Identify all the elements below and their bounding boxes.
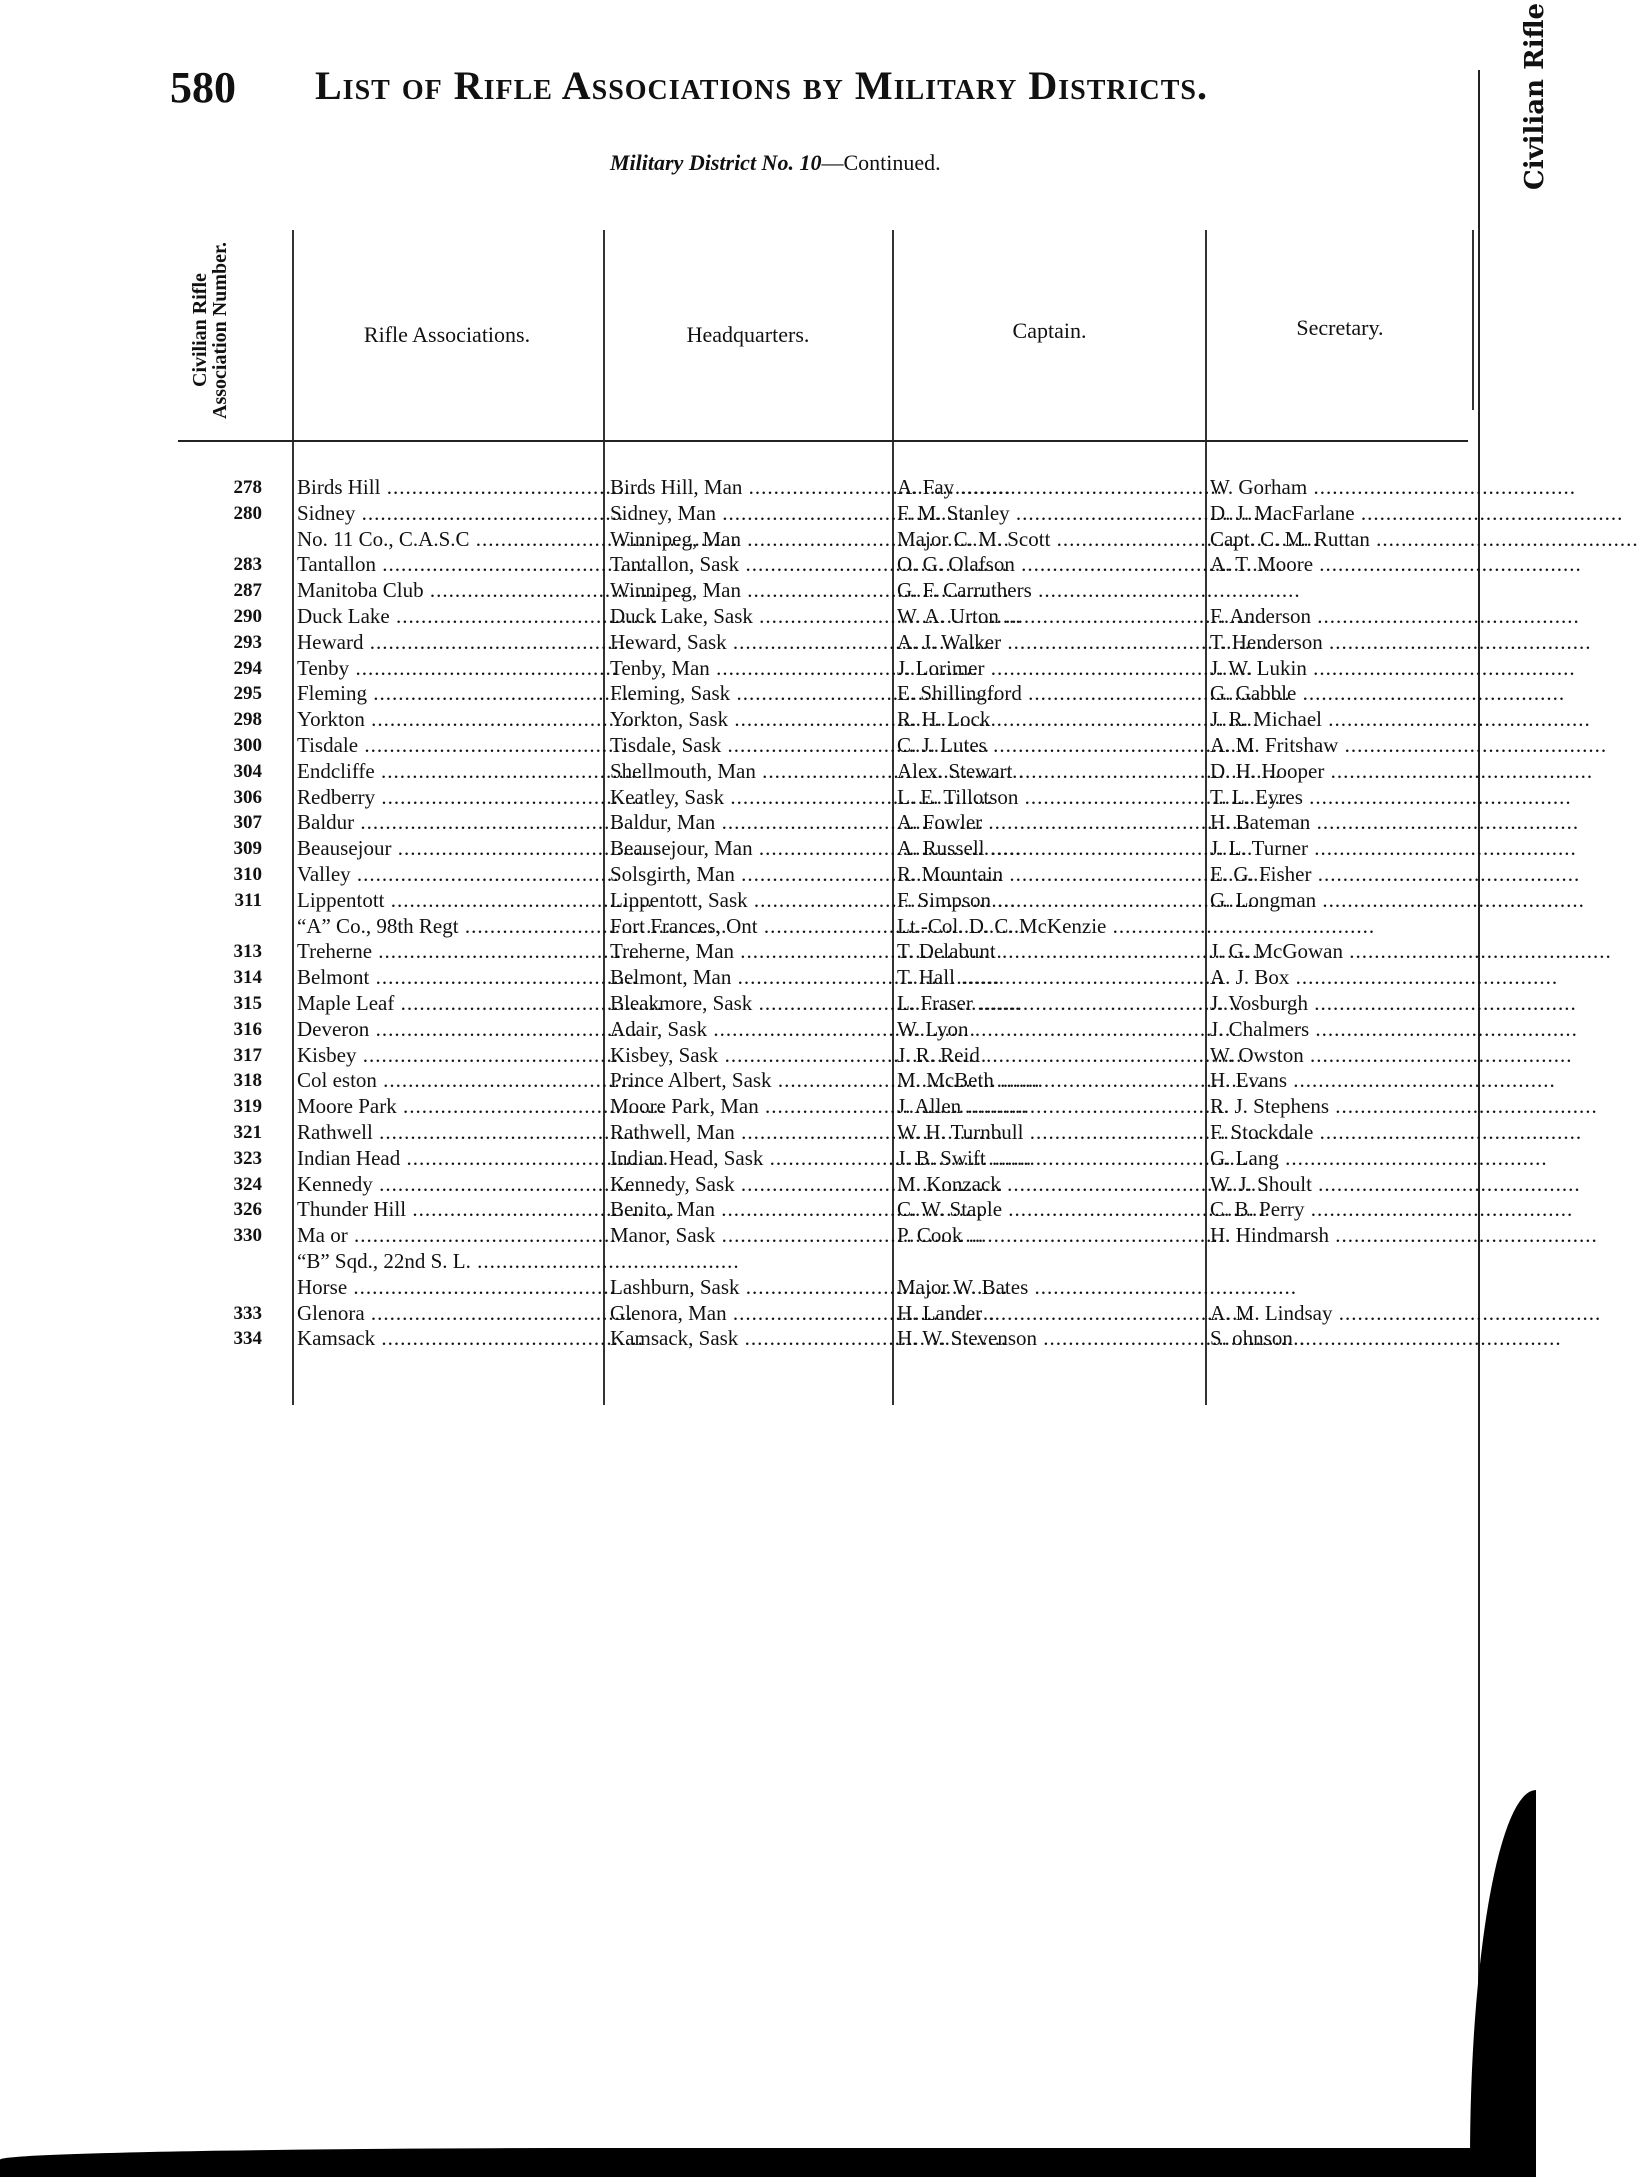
row-headquarters: Manor, Sask ..... xyxy=(610,1223,885,1248)
row-captain: T. Hall ..... xyxy=(897,965,1197,990)
table-row xyxy=(0,604,1536,629)
table-row xyxy=(0,1043,1536,1068)
row-captain: A. Russell ..... xyxy=(897,836,1197,861)
row-headquarters: Moore Park, Man ..... xyxy=(610,1094,885,1119)
row-association: Col eston ..... xyxy=(297,1068,597,1093)
row-number: 298 xyxy=(233,709,262,731)
row-number: 306 xyxy=(233,786,262,808)
row-association: Baldur ..... xyxy=(297,810,597,835)
row-number: 278 xyxy=(233,477,262,498)
row-headquarters: Kennedy, Sask ..... xyxy=(610,1172,885,1197)
row-secretary: E. G. Fisher ..... xyxy=(1210,862,1470,887)
row-association: Valley ..... xyxy=(297,862,597,887)
row-secretary: A. M. Lindsay ..... xyxy=(1210,1301,1470,1326)
table-row xyxy=(0,1249,1536,1274)
page-number: 580 xyxy=(170,63,236,112)
row-number: 324 xyxy=(233,1173,262,1195)
row-number: 318 xyxy=(233,1070,262,1092)
table-row xyxy=(0,1094,1536,1119)
row-secretary: J. Vosburgh ..... xyxy=(1210,991,1470,1016)
row-captain: Lt.-Col. D. C. McKenzie ..... xyxy=(897,914,1197,939)
row-number: 330 xyxy=(233,1225,262,1247)
row-headquarters: Prince Albert, Sask ..... xyxy=(610,1068,885,1093)
row-headquarters: Tisdale, Sask ..... xyxy=(610,733,885,758)
table-row xyxy=(0,785,1536,810)
row-association: Endcliffe ..... xyxy=(297,759,597,784)
row-captain: E. Shillingford ..... xyxy=(897,681,1197,706)
row-headquarters: Bleakmore, Sask ..... xyxy=(610,991,885,1016)
row-captain: Alex. Stewart ..... xyxy=(897,759,1197,784)
row-number: 294 xyxy=(233,657,262,679)
row-captain: Major W. Bates ..... xyxy=(897,1275,1197,1300)
row-captain: A. Fowler ..... xyxy=(897,810,1197,835)
row-captain: J. B. Swift ..... xyxy=(897,1146,1197,1171)
row-number: 293 xyxy=(233,631,262,653)
row-headquarters: Birds Hill, Man ..... xyxy=(610,475,885,500)
row-association: Duck Lake ..... xyxy=(297,604,597,629)
header-headquarters: Headquarters. xyxy=(686,322,810,347)
row-headquarters: Benito, Man ..... xyxy=(610,1197,885,1222)
row-secretary: D. J. MacFarlane ..... xyxy=(1210,501,1470,526)
table-row xyxy=(0,1172,1536,1197)
row-secretary: J. L. Turner ..... xyxy=(1210,836,1470,861)
row-number: 283 xyxy=(233,554,262,576)
header-captain: Captain. xyxy=(1012,318,1087,343)
row-number: 319 xyxy=(233,1096,262,1118)
table-row xyxy=(0,836,1536,861)
row-secretary: G. Longman ..... xyxy=(1210,888,1470,913)
row-association: Horse ..... xyxy=(297,1275,597,1300)
row-secretary: G. Lang ..... xyxy=(1210,1146,1470,1171)
row-secretary: T. Henderson ..... xyxy=(1210,630,1470,655)
row-secretary: H. Evans ..... xyxy=(1210,1068,1470,1093)
row-number: 317 xyxy=(233,1044,262,1066)
row-number: 315 xyxy=(233,993,262,1014)
table-row xyxy=(0,707,1536,732)
row-secretary: R. J. Stephens ..... xyxy=(1210,1094,1470,1119)
row-secretary: G. Gabble ..... xyxy=(1210,681,1470,706)
row-captain: F. M. Stanley ..... xyxy=(897,501,1197,526)
row-number: 334 xyxy=(233,1328,262,1350)
row-captain: F. Simpson ..... xyxy=(897,888,1197,913)
row-secretary: A. M. Fritshaw ..... xyxy=(1210,733,1470,758)
row-captain: A. Fay ..... xyxy=(897,475,1197,500)
row-captain: G. F. Carruthers ..... xyxy=(897,578,1197,603)
table-row xyxy=(0,965,1536,990)
table-row xyxy=(0,681,1536,706)
row-headquarters: Treherne, Man ..... xyxy=(610,939,885,964)
row-secretary: H. Bateman ..... xyxy=(1210,810,1470,835)
row-association: Beausejour ..... xyxy=(297,836,597,861)
row-captain: J. Lorimer ..... xyxy=(897,656,1197,681)
cut-off-margin-text: Civilian Rifle xyxy=(1520,2,1550,190)
row-number: 307 xyxy=(233,812,262,834)
row-association: Deveron ..... xyxy=(297,1017,597,1042)
row-captain: A. J. Walker ..... xyxy=(897,630,1197,655)
row-number: 280 xyxy=(233,502,262,524)
row-captain: L. E. Tillotson ..... xyxy=(897,785,1197,810)
table-row xyxy=(0,1301,1536,1326)
row-association: Tenby ..... xyxy=(297,656,597,681)
row-number: 309 xyxy=(233,838,262,860)
table-row xyxy=(0,630,1536,655)
row-captain: C. J. Lutes ..... xyxy=(897,733,1197,758)
row-number: 310 xyxy=(233,864,262,885)
row-secretary: T. L. Eyres ..... xyxy=(1210,785,1470,810)
row-secretary: S. ohnson ..... xyxy=(1210,1326,1470,1351)
row-headquarters: Yorkton, Sask ..... xyxy=(610,707,885,732)
header-rule xyxy=(178,440,1468,442)
row-secretary: W. J. Shoult ..... xyxy=(1210,1172,1470,1197)
row-headquarters: Beausejour, Man ..... xyxy=(610,836,885,861)
table-row xyxy=(0,578,1536,603)
row-captain: M. McBeth ..... xyxy=(897,1068,1197,1093)
row-headquarters: Tenby, Man ..... xyxy=(610,656,885,681)
table-row xyxy=(0,656,1536,681)
row-association: Kamsack ..... xyxy=(297,1326,597,1351)
table-row xyxy=(0,1146,1536,1171)
row-captain: R. Mountain ..... xyxy=(897,862,1197,887)
row-secretary: F. Anderson ..... xyxy=(1210,604,1470,629)
table-row xyxy=(0,1197,1536,1222)
table-row xyxy=(0,527,1536,552)
row-secretary: W. Owston ..... xyxy=(1210,1043,1470,1068)
table-row xyxy=(0,475,1536,500)
row-association: Kisbey ..... xyxy=(297,1043,597,1068)
table-row xyxy=(0,1120,1536,1145)
row-headquarters: Shellmouth, Man ..... xyxy=(610,759,885,784)
scan-shadow xyxy=(0,2148,1536,2177)
row-number: 314 xyxy=(233,967,262,989)
row-association: Fleming ..... xyxy=(297,681,597,706)
page-title: List of Rifle Associations by Military Districts. xyxy=(315,63,1208,108)
row-secretary: Capt. C. M. Ruttan ..... xyxy=(1210,527,1470,552)
table-row xyxy=(0,1223,1536,1248)
row-headquarters: Belmont, Man ..... xyxy=(610,965,885,990)
row-secretary: J. G. McGowan ..... xyxy=(1210,939,1470,964)
row-headquarters: Fleming, Sask ..... xyxy=(610,681,885,706)
row-number: 304 xyxy=(233,760,262,782)
row-headquarters: Baldur, Man ..... xyxy=(610,810,885,835)
row-association: Treherne ..... xyxy=(297,939,597,964)
row-secretary: J. R. Michael ..... xyxy=(1210,707,1470,732)
row-association: Heward ..... xyxy=(297,630,597,655)
header-secretary: Secretary. xyxy=(1296,315,1384,340)
row-captain: T. Delabunt ..... xyxy=(897,939,1197,964)
row-captain: C. W. Staple ..... xyxy=(897,1197,1197,1222)
table-row xyxy=(0,1068,1536,1093)
row-headquarters: Kisbey, Sask ..... xyxy=(610,1043,885,1068)
row-number: 333 xyxy=(233,1302,262,1324)
row-association: “A” Co., 98th Regt ..... xyxy=(297,914,597,939)
row-number: 326 xyxy=(233,1199,262,1221)
row-association: Tantallon ..... xyxy=(297,552,597,577)
row-captain: L. Fraser ..... xyxy=(897,991,1197,1016)
row-secretary: J. W. Lukin ..... xyxy=(1210,656,1470,681)
row-number: 295 xyxy=(233,683,262,705)
row-headquarters: Lashburn, Sask ..... xyxy=(610,1275,885,1300)
row-number: 287 xyxy=(233,580,262,602)
table-row xyxy=(0,1275,1536,1300)
row-association: Ma or ..... xyxy=(297,1223,597,1248)
table-row xyxy=(0,888,1536,913)
row-number: 323 xyxy=(233,1147,262,1169)
table-row xyxy=(0,862,1536,887)
table-row xyxy=(0,991,1536,1016)
row-captain: H. Lander ..... xyxy=(897,1301,1197,1326)
row-association: Maple Leaf ..... xyxy=(297,991,597,1016)
row-association: Yorkton ..... xyxy=(297,707,597,732)
row-association: Tisdale ..... xyxy=(297,733,597,758)
column-rule xyxy=(1472,230,1474,410)
row-secretary: F. Stockdale ..... xyxy=(1210,1120,1470,1145)
row-association: Moore Park ..... xyxy=(297,1094,597,1119)
row-association: Rathwell ..... xyxy=(297,1120,597,1145)
page-subtitle xyxy=(610,150,941,176)
row-number: 316 xyxy=(233,1018,262,1040)
row-headquarters: Adair, Sask ..... xyxy=(610,1017,885,1042)
row-headquarters: Winnipeg, Man ..... xyxy=(610,527,885,552)
row-association: Redberry ..... xyxy=(297,785,597,810)
row-number: 290 xyxy=(233,606,262,627)
row-association: “B” Sqd., 22nd S. L. ..... xyxy=(297,1249,597,1274)
row-headquarters: Fort Frances, Ont ..... xyxy=(610,914,885,939)
row-secretary: C. B. Perry ..... xyxy=(1210,1197,1470,1222)
row-number: 300 xyxy=(233,735,262,756)
row-secretary: A. T. Moore ..... xyxy=(1210,552,1470,577)
row-captain: R. H. Lock ..... xyxy=(897,707,1197,732)
header-association: Rifle Associations. xyxy=(363,322,531,347)
row-association: Indian Head ..... xyxy=(297,1146,597,1171)
row-captain: J. Allen ..... xyxy=(897,1094,1197,1119)
row-headquarters: Rathwell, Man ..... xyxy=(610,1120,885,1145)
row-secretary: J. Chalmers ..... xyxy=(1210,1017,1470,1042)
row-association: Manitoba Club ..... xyxy=(297,578,597,603)
row-number: 321 xyxy=(233,1122,262,1143)
row-association: Birds Hill ..... xyxy=(297,475,597,500)
row-captain: O. G. Olafson ..... xyxy=(897,552,1197,577)
table-row xyxy=(0,733,1536,758)
row-captain: P. Cook ..... xyxy=(897,1223,1197,1248)
row-association: Glenora ..... xyxy=(297,1301,597,1326)
row-captain: Major C. M. Scott ..... xyxy=(897,527,1197,552)
row-association: Kennedy ..... xyxy=(297,1172,597,1197)
row-captain: W. A. Urton ..... xyxy=(897,604,1197,629)
row-headquarters: Lippentott, Sask ..... xyxy=(610,888,885,913)
row-headquarters: Kamsack, Sask ..... xyxy=(610,1326,885,1351)
row-secretary: W. Gorham ..... xyxy=(1210,475,1470,500)
row-association: Lippentott ..... xyxy=(297,888,597,913)
subtitle-district: Military District No. 10 xyxy=(610,150,822,175)
row-captain: M. Konzack ..... xyxy=(897,1172,1197,1197)
table-row xyxy=(0,1017,1536,1042)
table-row xyxy=(0,552,1536,577)
table-row xyxy=(0,810,1536,835)
row-headquarters: Keatley, Sask ..... xyxy=(610,785,885,810)
table-row xyxy=(0,759,1536,784)
row-association: Thunder Hill ..... xyxy=(297,1197,597,1222)
row-captain: W. H. Turnbull ..... xyxy=(897,1120,1197,1145)
row-headquarters: Duck Lake, Sask ..... xyxy=(610,604,885,629)
row-association: Sidney ..... xyxy=(297,501,597,526)
row-headquarters: Sidney, Man ..... xyxy=(610,501,885,526)
row-secretary: H. Hindmarsh ..... xyxy=(1210,1223,1470,1248)
row-number: 313 xyxy=(233,941,262,963)
row-captain: W. Lyon ..... xyxy=(897,1017,1197,1042)
row-secretary: A. J. Box ..... xyxy=(1210,965,1470,990)
row-secretary: D. H. Hooper ..... xyxy=(1210,759,1470,784)
row-captain: J. R. Reid ..... xyxy=(897,1043,1197,1068)
row-association: Belmont ..... xyxy=(297,965,597,990)
table-row xyxy=(0,501,1536,526)
row-number: 311 xyxy=(234,889,262,911)
row-headquarters: Heward, Sask ..... xyxy=(610,630,885,655)
header-number: Civilian Rifle Association Number. xyxy=(189,241,231,420)
table-row xyxy=(0,1326,1536,1351)
subtitle-continued: —Continued. xyxy=(821,150,941,175)
row-headquarters: Winnipeg, Man ..... xyxy=(610,578,885,603)
row-association: No. 11 Co., C.A.S.C ..... xyxy=(297,527,597,552)
row-headquarters: Glenora, Man ..... xyxy=(610,1301,885,1326)
row-headquarters: Indian Head, Sask ..... xyxy=(610,1146,885,1171)
table-row xyxy=(0,914,1536,939)
row-headquarters: Tantallon, Sask ..... xyxy=(610,552,885,577)
row-headquarters: Solsgirth, Man ..... xyxy=(610,862,885,887)
row-captain: H. W. Stevenson ..... xyxy=(897,1326,1197,1351)
table-row xyxy=(0,939,1536,964)
